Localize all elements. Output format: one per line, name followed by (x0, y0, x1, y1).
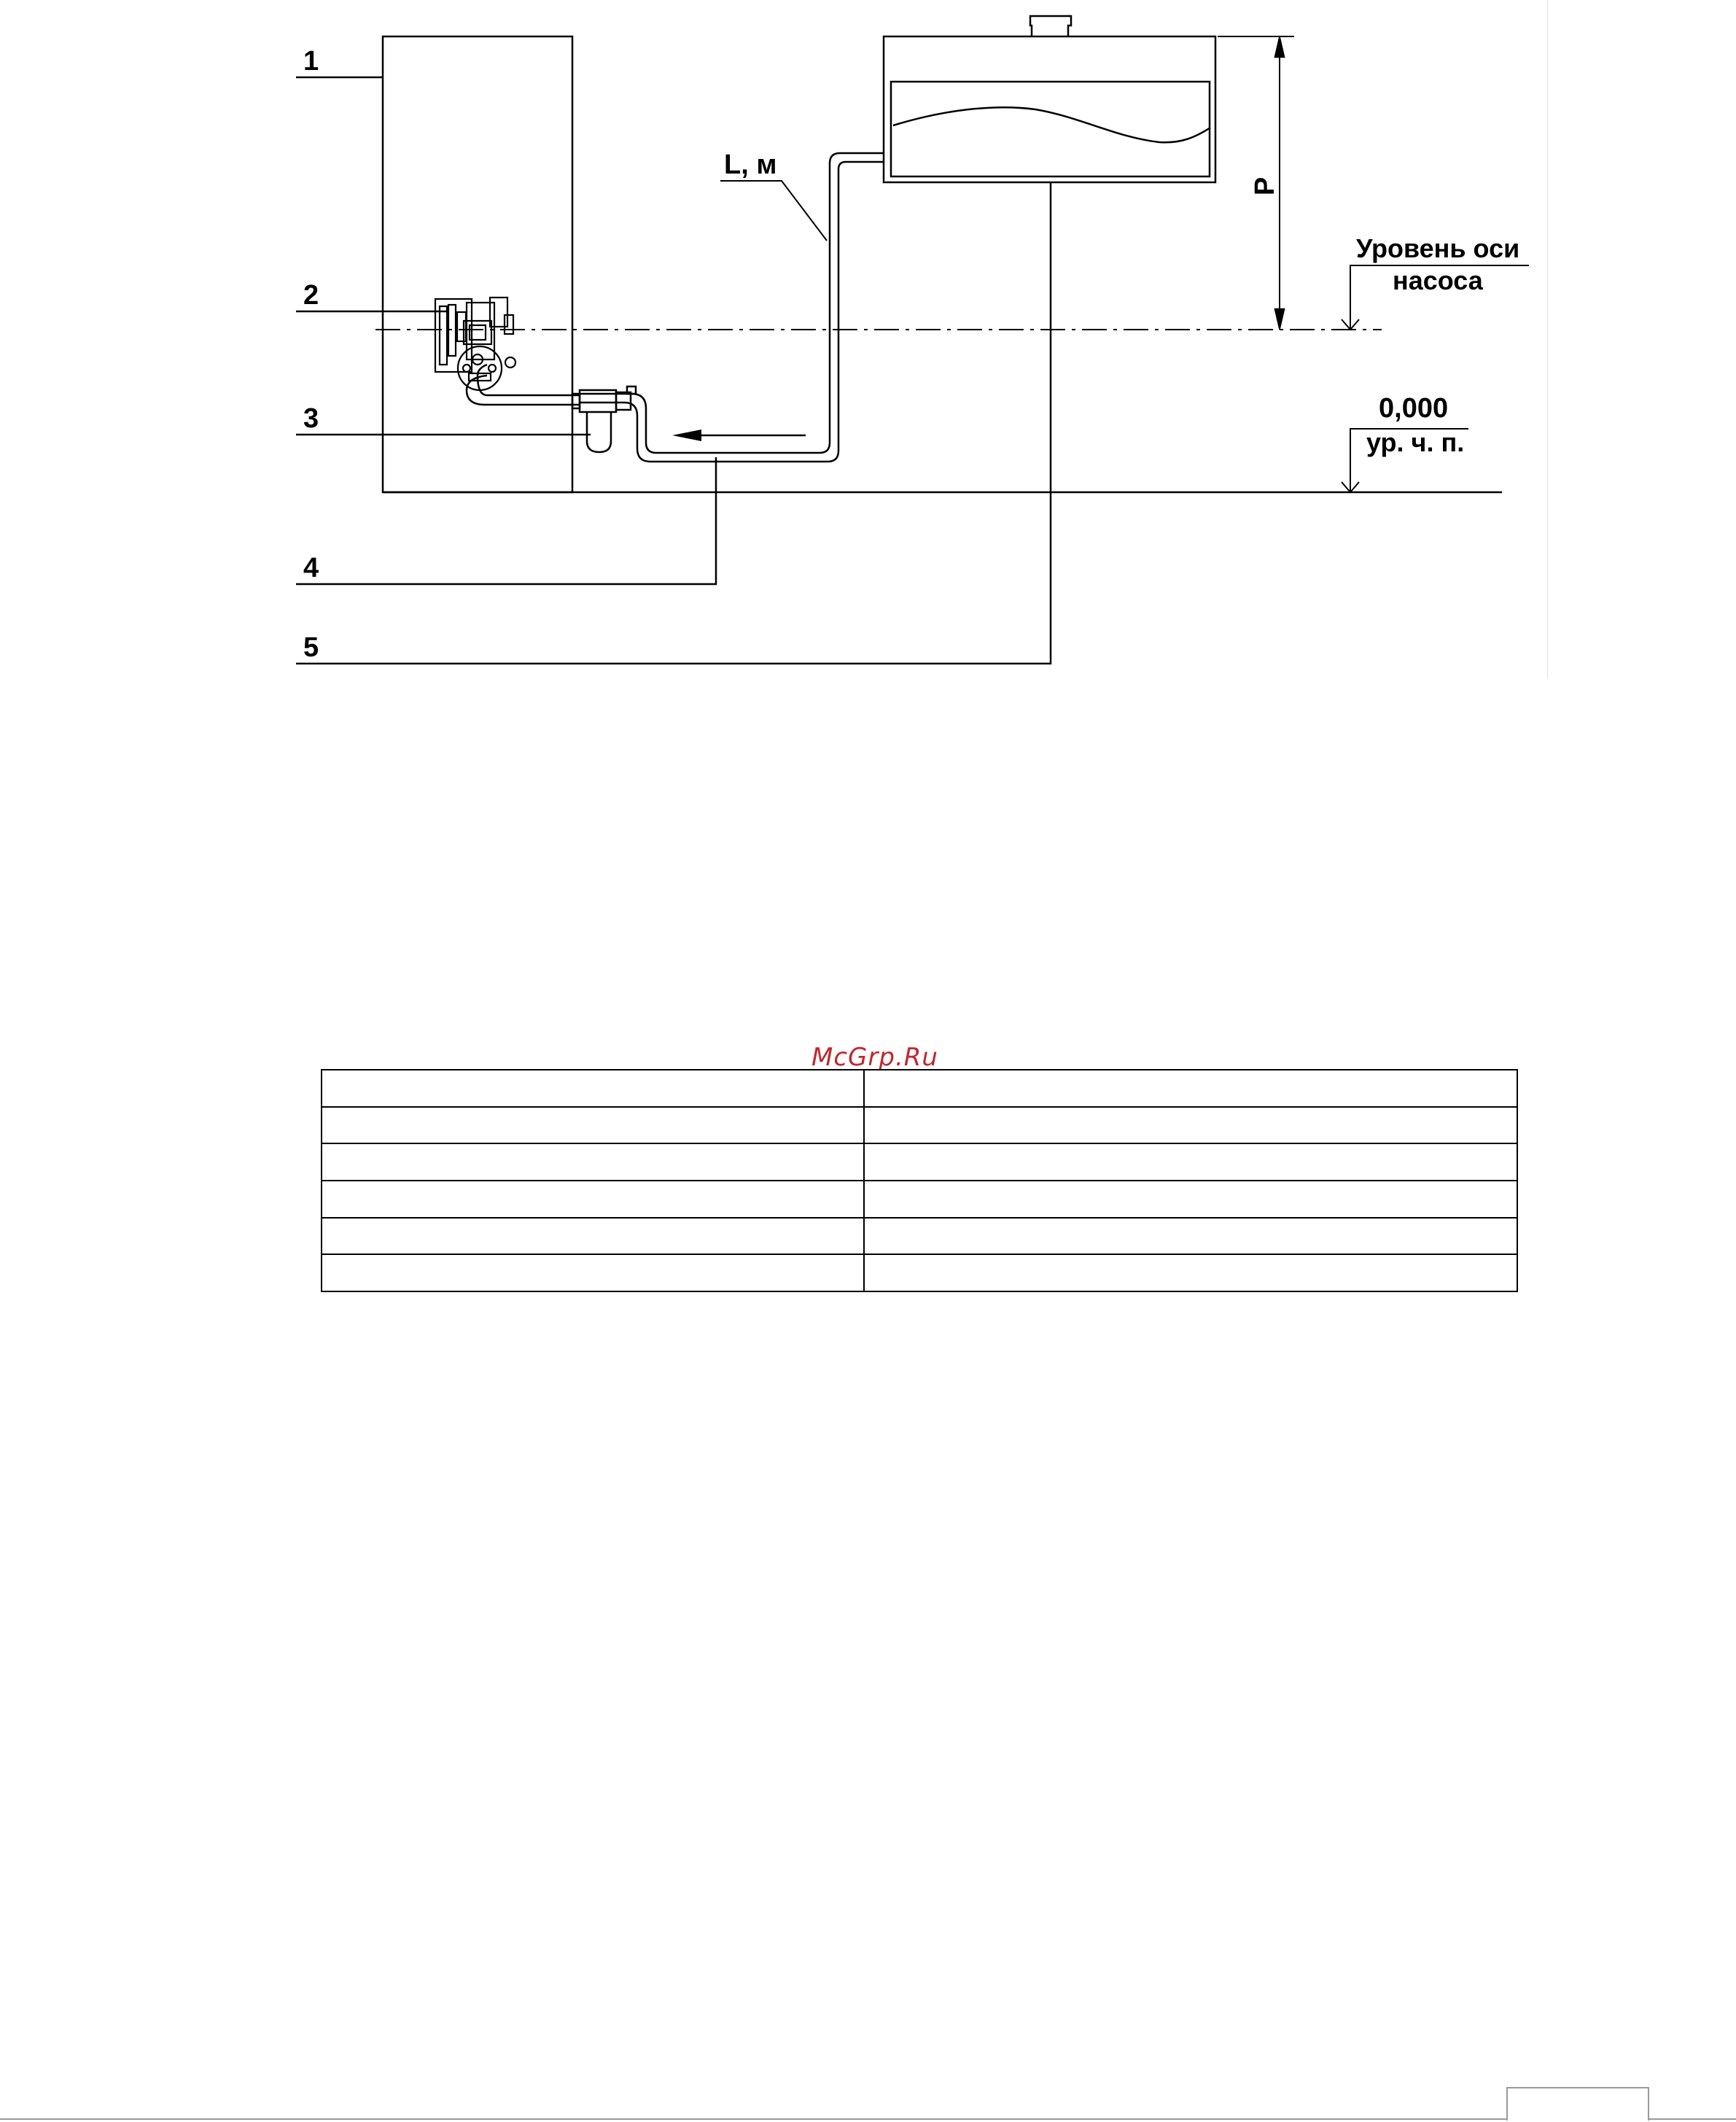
table-cell (864, 1181, 1517, 1218)
length-label: L, м (724, 149, 777, 180)
callout-5-leader (296, 182, 1051, 664)
watermark: McGrp.Ru (811, 1043, 938, 1072)
footer-line (0, 2118, 1736, 2120)
fuel-pipeline (580, 153, 884, 462)
table-row (322, 1254, 1517, 1291)
fuel-tank (884, 16, 1215, 182)
callout-4: 4 (303, 553, 319, 583)
table-cell (322, 1107, 864, 1144)
table-cell (322, 1254, 864, 1291)
height-label: P (1250, 176, 1280, 195)
table-row (322, 1181, 1517, 1218)
table-row (322, 1218, 1517, 1255)
table-row (322, 1070, 1517, 1107)
table-cell (864, 1107, 1517, 1144)
table-cell (864, 1143, 1517, 1181)
pump-axis-label-line1: Уровень оси (1356, 233, 1520, 263)
pump-axis-label-line2: насоса (1393, 265, 1483, 295)
table-cell (864, 1254, 1517, 1291)
fuel-supply-diagram (0, 0, 1736, 685)
callout-4-leader (296, 457, 716, 584)
callout-2: 2 (303, 280, 319, 311)
table-cell (322, 1218, 864, 1255)
boiler-body (383, 36, 572, 492)
table-cell (322, 1181, 864, 1218)
burner-pump (435, 298, 515, 390)
floor-level-value: 0,000 (1379, 393, 1449, 424)
table-row (322, 1107, 1517, 1144)
table-cell (864, 1218, 1517, 1255)
table-row (322, 1143, 1517, 1181)
fuel-filter (572, 386, 636, 452)
spec-table (321, 1069, 1518, 1292)
callout-3: 3 (303, 403, 319, 434)
callout-1: 1 (303, 46, 319, 77)
page-number-box (1506, 2087, 1649, 2121)
table-cell (864, 1070, 1517, 1107)
floor-level-label: ур. ч. п. (1366, 427, 1465, 457)
callout-5: 5 (303, 632, 319, 663)
table-cell (322, 1070, 864, 1107)
length-leader (720, 181, 827, 241)
table-cell (322, 1143, 864, 1181)
